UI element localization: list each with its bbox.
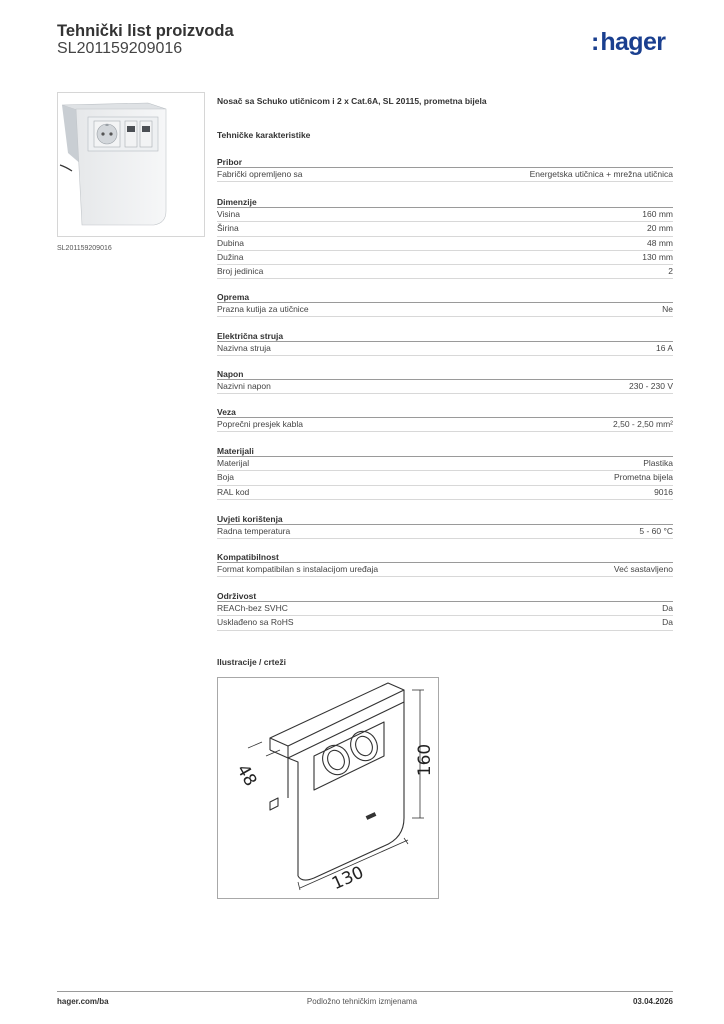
spec-label: Dužina bbox=[217, 251, 244, 262]
spec-row bbox=[217, 208, 673, 222]
spec-value: 9016 bbox=[654, 486, 673, 497]
spec-group bbox=[217, 551, 673, 577]
spec-value: 20 mm bbox=[647, 223, 673, 234]
technical-drawing-image bbox=[218, 678, 438, 898]
spec-group-title: Napon bbox=[217, 368, 673, 380]
spec-group bbox=[217, 368, 673, 394]
footer-divider bbox=[57, 991, 673, 992]
spec-group-title: Materijali bbox=[217, 445, 673, 457]
spec-row bbox=[217, 616, 673, 630]
spec-row bbox=[217, 486, 673, 500]
page-title: Tehnički list proizvoda bbox=[57, 22, 234, 40]
spec-label: Poprečni presjek kabla bbox=[217, 419, 303, 429]
photo-caption: SL201159209016 bbox=[57, 245, 112, 252]
spec-value: 5 - 60 °C bbox=[639, 526, 673, 536]
spec-row bbox=[217, 168, 673, 182]
spec-value: Energetska utičnica + mrežna utičnica bbox=[529, 169, 673, 179]
spec-label: Usklađeno sa RoHS bbox=[217, 617, 294, 628]
spec-row bbox=[217, 418, 673, 432]
spec-row bbox=[217, 380, 673, 394]
spec-label: Nazivna struja bbox=[217, 343, 271, 353]
spec-label: RAL kod bbox=[217, 486, 250, 497]
spec-label: Širina bbox=[217, 223, 239, 234]
spec-label: Broj jedinica bbox=[217, 266, 264, 277]
spec-label: Visina bbox=[217, 209, 240, 219]
spec-row bbox=[217, 303, 673, 317]
spec-value: Prometna bijela bbox=[613, 472, 673, 483]
dimension-height-label: 160 bbox=[415, 743, 435, 777]
spec-label: Prazna kutija za utičnice bbox=[217, 304, 309, 314]
dimension-length-label: 130 bbox=[329, 862, 367, 895]
footer-website[interactable]: hager.com/ba bbox=[57, 997, 109, 1006]
section-heading: Tehničke karakteristike bbox=[217, 130, 311, 140]
spec-row bbox=[217, 563, 673, 577]
spec-group-title: Veza bbox=[217, 406, 673, 418]
spec-group bbox=[217, 590, 673, 631]
spec-group bbox=[217, 196, 673, 279]
product-title: Nosač sa Schuko utičnicom i 2 x Cat.6A, SL 20115, prometna bijela bbox=[217, 96, 487, 106]
spec-group bbox=[217, 330, 673, 356]
spec-group bbox=[217, 406, 673, 432]
spec-value: 160 mm bbox=[642, 209, 673, 219]
spec-row bbox=[217, 342, 673, 356]
product-photo bbox=[57, 92, 205, 237]
spec-value: 2 bbox=[668, 266, 673, 277]
spec-group-title: Kompatibilnost bbox=[217, 551, 673, 563]
product-code: SL201159209016 bbox=[57, 40, 183, 57]
product-photo-image bbox=[58, 93, 204, 236]
spec-value: Već sastavljeno bbox=[613, 564, 673, 574]
spec-row bbox=[217, 471, 673, 485]
spec-value: 230 - 230 V bbox=[629, 381, 673, 391]
spec-label: REACh-bez SVHC bbox=[217, 603, 288, 613]
spec-label: Dubina bbox=[217, 237, 244, 248]
hager-logo: :hager bbox=[591, 28, 666, 56]
spec-value: Da bbox=[662, 617, 673, 628]
dimension-depth-label: 48 bbox=[232, 761, 261, 790]
illustration-heading: Ilustracije / crteži bbox=[217, 657, 286, 667]
spec-group-title: Oprema bbox=[217, 291, 673, 303]
spec-group bbox=[217, 445, 673, 500]
spec-row bbox=[217, 222, 673, 236]
spec-group-title: Održivost bbox=[217, 590, 673, 602]
logo-text: hager bbox=[600, 28, 666, 56]
spec-group bbox=[217, 291, 673, 317]
footer-disclaimer: Podložno tehničkim izmjenama bbox=[306, 997, 418, 1006]
spec-row bbox=[217, 251, 673, 265]
spec-value: 130 mm bbox=[642, 251, 673, 262]
spec-label: Boja bbox=[217, 472, 235, 483]
spec-label: Materijal bbox=[217, 458, 250, 468]
spec-row bbox=[217, 237, 673, 251]
spec-label: Nazivni napon bbox=[217, 381, 271, 391]
spec-row bbox=[217, 602, 673, 616]
spec-value: 48 mm bbox=[647, 237, 673, 248]
spec-row bbox=[217, 525, 673, 539]
technical-drawing bbox=[217, 677, 439, 899]
spec-row bbox=[217, 265, 673, 279]
spec-value: 16 A bbox=[655, 343, 673, 353]
spec-value: Ne bbox=[662, 304, 673, 314]
footer-date: 03.04.2026 bbox=[632, 997, 673, 1006]
spec-group-title: Pribor bbox=[217, 156, 673, 168]
spec-label: Format kompatibilan s instalacijom uređaja bbox=[217, 564, 379, 574]
spec-value: Da bbox=[662, 603, 673, 613]
spec-label: Fabrički opremljeno sa bbox=[217, 169, 303, 179]
spec-row bbox=[217, 457, 673, 471]
spec-group bbox=[217, 513, 673, 539]
spec-value: 2,50 - 2,50 mm² bbox=[613, 419, 673, 429]
spec-group-title: Električna struja bbox=[217, 330, 673, 342]
spec-group-title: Uvjeti korištenja bbox=[217, 513, 673, 525]
spec-group bbox=[217, 156, 673, 182]
spec-label: Radna temperatura bbox=[217, 526, 291, 536]
spec-value: Plastika bbox=[643, 458, 673, 468]
spec-group-title: Dimenzije bbox=[217, 196, 673, 208]
